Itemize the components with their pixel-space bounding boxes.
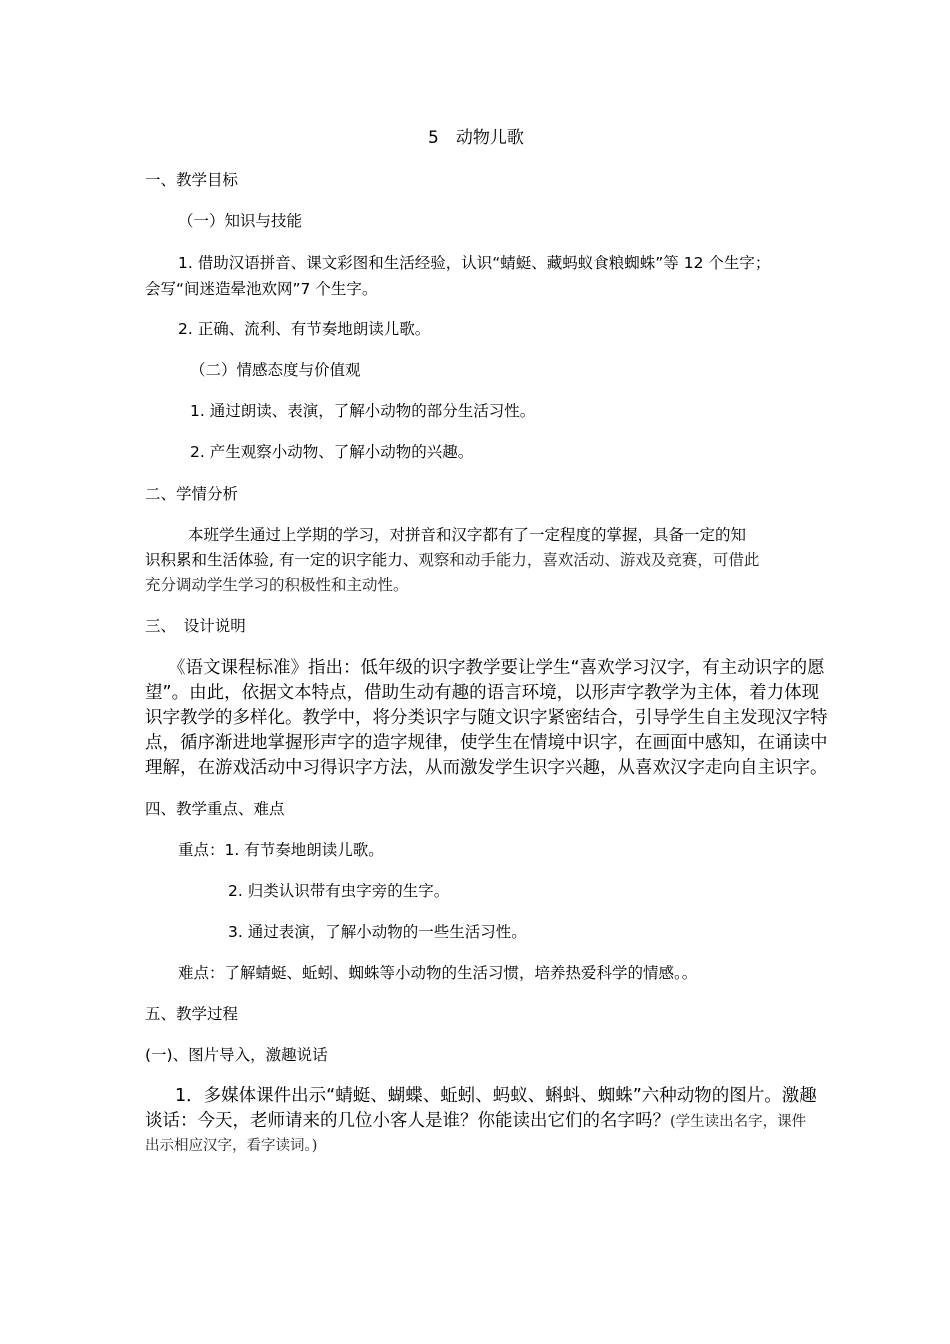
objective-1-line-1: 1. 借助汉语拼音、课文彩图和生活经验，认识“蜻蜓、藏蚂蚁食粮蜘蛛”等 12 个生字； (178, 254, 771, 272)
design-line-2: 望”。由此，依据文本特点，借助生动有趣的语言环境，以形声字教学为主体，着力体现 (145, 683, 820, 703)
document-title: 5 动物儿歌 (428, 128, 524, 148)
section-heading-focus: 四、教学重点、难点 (145, 800, 285, 818)
objective-2: 2. 正确、流利、有节奏地朗读儿歌。 (178, 320, 431, 338)
difficulty: 难点：了解蜻蜓、蚯蚓、蜘蛛等小动物的生活习惯，培养热爱科学的情感。。 (178, 964, 698, 982)
design-line-5: 理解，在游戏活动中习得识字方法，从而激发学生识字兴趣，从喜欢汉字走向自主识字。 (145, 758, 828, 778)
analysis-line-2 (145, 553, 759, 569)
subsection-heading-knowledge: （一）知识与技能 (178, 212, 303, 230)
process-line-2-part-b: (学生读出名字，课件 (670, 1114, 807, 1130)
values-objective-2: 2. 产生观察小动物、了解小动物的兴趣。 (190, 443, 474, 461)
analysis-line-3: 充分调动学生学习的积极性和主动性。 (145, 576, 409, 594)
process-step-1-heading: (一)、图片导入，激趣说话 (145, 1046, 328, 1064)
design-line-4: 点，循序渐进地掌握形声字的造字规律，使学生在情境中识字，在画面中感知，在诵读中 (145, 733, 828, 753)
design-line-3: 识字教学的多样化。教学中，将分类识字与随文识字紧密结合，引导学生自主发现汉字特 (145, 708, 828, 728)
process-line-2 (145, 1113, 806, 1131)
key-point-2: 2. 归类认识带有虫字旁的生字。 (228, 882, 450, 900)
design-line-1: 《语文课程标准》指出：低年级的识字教学要让学生“喜欢学习汉字，有主动识字的愿 (168, 658, 825, 678)
process-line-1: 1．多媒体课件出示“蜻蜓、蝴蝶、蚯蚓、蚂蚁、蝌蚪、蜘蛛”六种动物的图片。激趣 (175, 1086, 817, 1106)
section-heading-analysis: 二、学情分析 (145, 485, 239, 503)
section-heading-design: 三、 设计说明 (145, 617, 246, 635)
process-line-2-part-a: 谈话：今天，老师请来的几位小客人是谁？你能读出它们的名字吗？ (145, 1111, 670, 1131)
section-heading-process: 五、教学过程 (145, 1005, 239, 1023)
analysis-line-2-part-b: 观察和动手能力，喜欢活动、游戏及竞赛，可借此 (418, 551, 760, 569)
analysis-line-1: 本班学生通过上学期的学习，对拼音和汉字都有了一定程度的掌握，具备一定的知 (188, 526, 747, 544)
objective-1-line-2: 会写“间迷造晕池欢网”7 个生字。 (145, 280, 378, 298)
process-line-3: 出示相应汉字，看字读词。) (145, 1138, 318, 1154)
key-point-3: 3. 通过表演，了解小动物的一些生活习性。 (228, 923, 527, 941)
analysis-line-2-part-a: 识积累和生活体验, 有一定的识字能力、 (145, 551, 419, 569)
values-objective-1: 1. 通过朗读、表演，了解小动物的部分生活习性。 (190, 402, 536, 420)
subsection-heading-values: （二）情感态度与价值观 (190, 361, 361, 379)
key-point-1: 重点：1. 有节奏地朗读儿歌。 (178, 841, 384, 859)
section-heading-objectives: 一、教学目标 (145, 171, 239, 189)
